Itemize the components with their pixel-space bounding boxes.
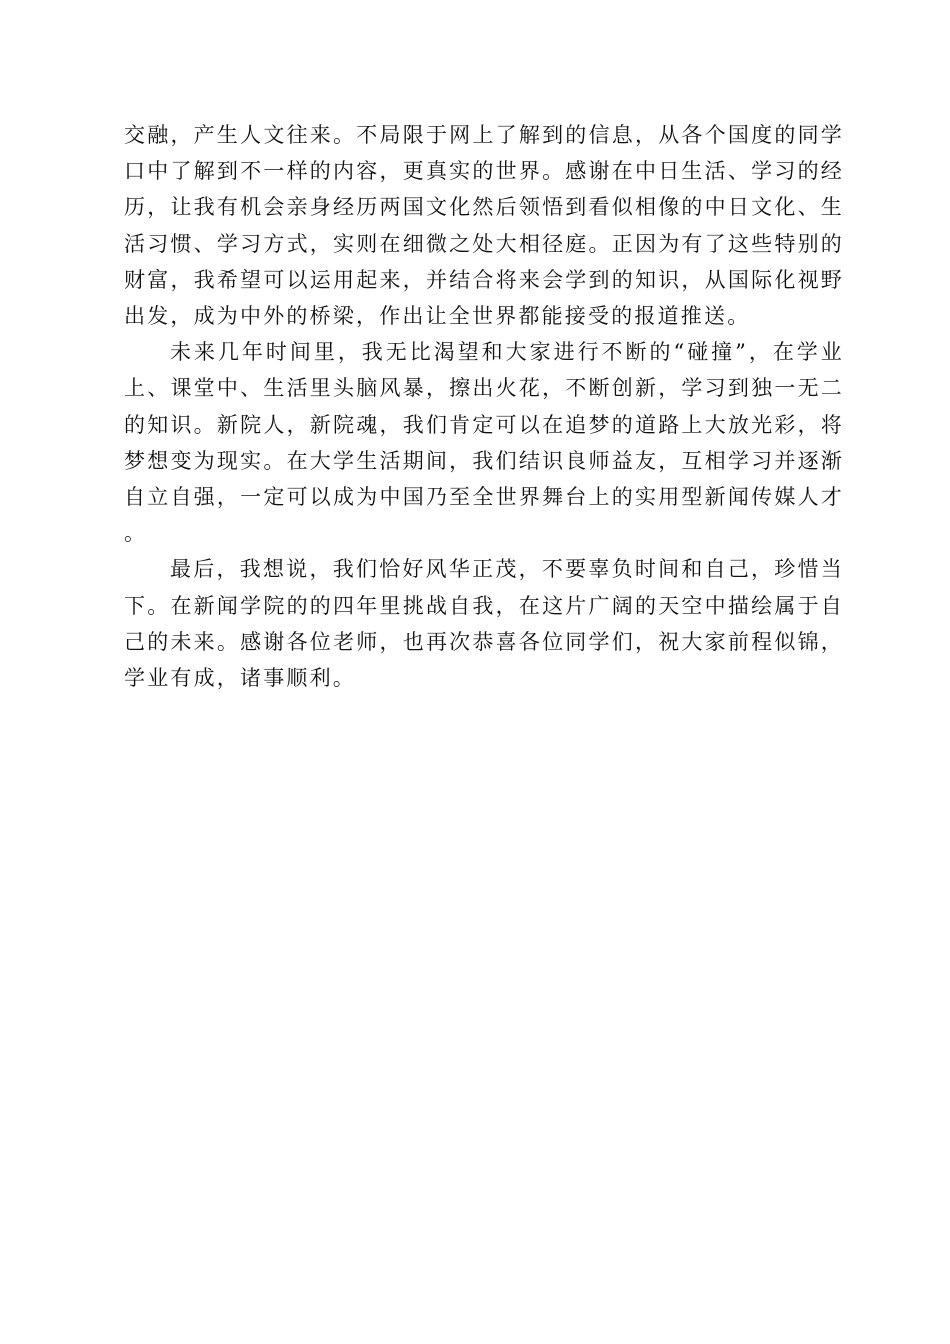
paragraph-3: 最后，我想说，我们恰好风华正茂，不要辜负时间和自己，珍惜当下。在新闻学院的的四年里挑战自我，在这片广阔的天空中描绘属于自己的未来。感谢各位老师，也再次恭喜各位同学们，祝大家前程似锦，学业有成，诸事顺利。 xyxy=(124,557,844,691)
document-body xyxy=(124,117,844,696)
paragraph-1: 交融，产生人文往来。不局限于网上了解到的信息，从各个国度的同学口中了解到不一样的内容，更真实的世界。感谢在中日生活、学习的经历，让我有机会亲身经历两国文化然后领悟到看似相像的中日文化、生活习惯、学习方式，实则在细微之处大相径庭。正因为有了这些特别的财富，我希望可以运用起来，并结合将来会学到的知识，从国际化视野出发，成为中外的桥梁，作出让全世界都能接受的报道推送。 xyxy=(124,123,844,329)
paragraph-2: 未来几年时间里，我无比渴望和大家进行不断的“碰撞”，在学业上、课堂中、生活里头脑风暴，擦出火花，不断创新，学习到独一无二的知识。新院人，新院魂，我们肯定可以在追梦的道路上大放光彩，将梦想变为现实。在大学生活期间，我们结识良师益友，互相学习并逐渐自立自强，一定可以成为中国乃至全世界舞台上的实用型新闻传媒人才。 xyxy=(124,340,844,546)
